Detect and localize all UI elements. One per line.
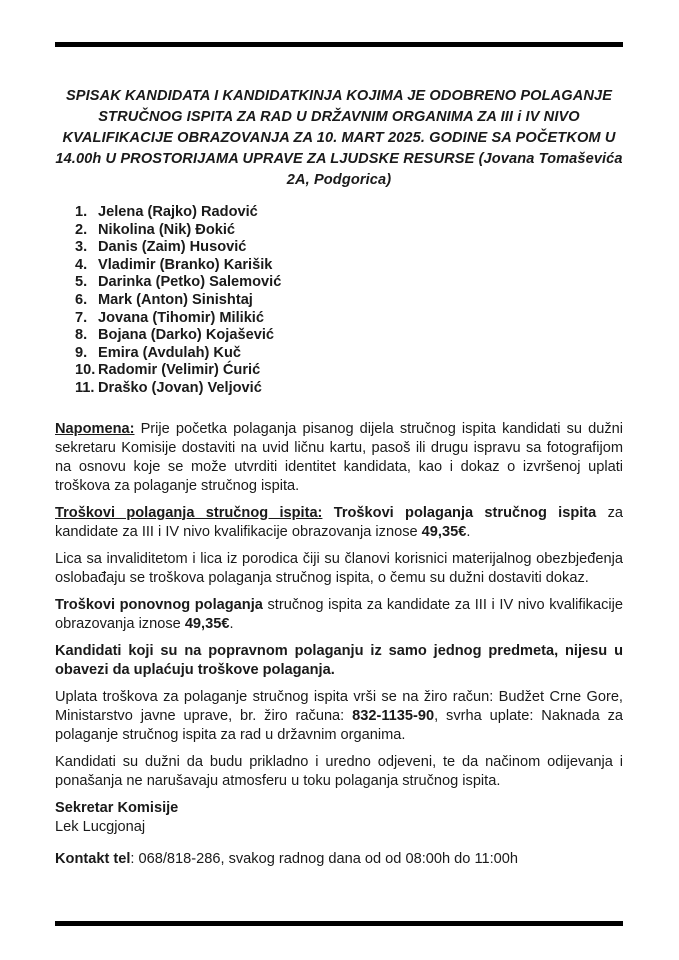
body-paragraphs <box>55 420 623 791</box>
candidate-number: 4. <box>75 256 88 273</box>
remedial-text: Kandidati koji su na popravnom polaganju iz samo jednog predmeta, nijesu u obavezi da uplaćuju troškove polaganja. <box>55 642 623 678</box>
contact-text: : 068/818-286, svakog radnog dana od od 08:00h do 11:00h <box>130 850 519 867</box>
candidate-name: Nikolina (Nik) Đokić <box>98 221 236 238</box>
paragraph-exam-fee <box>55 504 623 542</box>
retake-fee-text: stručnog ispita za kandidate za III i IV nivo kvalifikacije obrazovanja iznose <box>55 596 623 632</box>
candidate-item <box>75 292 623 310</box>
candidate-number: 3. <box>75 239 88 256</box>
retake-fee-label: Troškovi ponovnog polaganja <box>55 596 263 613</box>
exam-fee-amount: 49,35€ <box>421 523 467 540</box>
candidate-number: 10. <box>75 362 96 379</box>
candidate-name: Radomir (Velimir) Ćurić <box>98 362 261 379</box>
exam-fee-bold-text: Troškovi polaganja stručnog ispita <box>322 504 597 521</box>
bottom-border-rule <box>55 921 623 926</box>
paragraph-retake-fee <box>55 596 623 634</box>
payment-text-start: Uplata troškova za polaganje stručnog ispita vrši se na žiro račun: Budžet Crne Gore, Ministarstvo javne uprave, br. žiro računa: <box>55 688 623 724</box>
candidate-item <box>75 257 623 275</box>
exam-fee-period: . <box>466 523 471 540</box>
title-line: 14.00h U PROSTORIJAMA UPRAVE ZA LJUDSKE RESURSE (Jovana Tomaševića <box>55 151 623 167</box>
paragraph-dress-code <box>55 753 623 791</box>
candidate-number: 1. <box>75 204 88 220</box>
candidate-item <box>75 204 623 222</box>
candidate-item <box>75 345 623 363</box>
candidate-name: Jovana (Tihomir) Milikić <box>98 309 264 326</box>
document-title <box>55 86 623 191</box>
exemption-text: Lica sa invaliditetom i lica iz porodica čiji su članovi korisnici materijalnog obezbjeđenja oslobađaju se troškova polaganja stručnog ispita, o čemu su dužni dostaviti dokaz. <box>55 550 623 586</box>
candidate-number: 2. <box>75 221 88 238</box>
contact-line <box>55 850 623 869</box>
dress-code-text: Kandidati su dužni da budu prikladno i uredno odjeveni, te da načinom odijevanja i ponašanja ne narušavaju atmosferu u toku polaganja stručnog ispita. <box>55 753 623 789</box>
candidate-name: Danis (Zaim) Husović <box>98 239 247 256</box>
candidate-item <box>75 239 623 257</box>
candidate-name: Bojana (Darko) Kojašević <box>98 327 274 344</box>
candidate-item <box>75 362 623 380</box>
paragraph-exemption <box>55 550 623 588</box>
signature-name: Lek Lucgjonaj <box>55 818 146 835</box>
candidate-number: 7. <box>75 309 88 326</box>
note-label: Napomena: <box>55 420 135 437</box>
candidate-name: Darinka (Petko) Salemović <box>98 274 282 291</box>
retake-fee-period: . <box>229 615 234 632</box>
signature-role: Sekretar Komisije <box>55 799 179 816</box>
candidate-number: 8. <box>75 327 88 344</box>
contact-label: Kontakt tel <box>55 850 131 867</box>
candidate-name: Vladimir (Branko) Karišik <box>98 256 273 273</box>
candidate-name: Emira (Avdulah) Kuč <box>98 344 241 361</box>
exam-fee-text: za kandidate za III i IV nivo kvalifikacije obrazovanja iznose <box>55 504 623 540</box>
payment-text-end: , svrha uplate: Naknada za polaganje stručnog ispita za rad u državnim organima. <box>55 707 624 743</box>
paragraph-note <box>55 420 623 496</box>
candidate-item <box>75 222 623 240</box>
candidate-list <box>55 204 623 398</box>
candidate-item <box>75 274 623 292</box>
candidate-number: 5. <box>75 274 88 291</box>
candidate-item <box>75 310 623 328</box>
top-border-rule <box>55 42 623 47</box>
signature-block <box>55 799 623 837</box>
title-line: STRUČNOG ISPITA ZA RAD U DRŽAVNIM ORGANIMA ZA III i IV NIVO <box>98 109 580 125</box>
payment-account-number: 832-1135-90 <box>352 707 435 724</box>
title-line: 2A, Podgorica) <box>286 172 392 188</box>
document-content <box>55 86 623 869</box>
paragraph-payment <box>55 688 623 745</box>
candidate-name: Mark (Anton) Sinishtaj <box>98 291 253 308</box>
candidate-name: Draško (Jovan) Veljović <box>98 379 262 396</box>
title-line: SPISAK KANDIDATA I KANDIDATKINJA KOJIMA JE ODOBRENO POLAGANJE <box>65 88 613 104</box>
title-line: KVALIFIKACIJE OBRAZOVANJA ZA 10. MART 2025. GODINE SA POČETKOM U <box>62 130 616 146</box>
candidate-number: 6. <box>75 291 88 308</box>
note-text: Prije početka polaganja pisanog dijela stručnog ispita kandidati su dužni sekretaru Komisije dostaviti na uvid ličnu kartu, pasoš ili drugu ispravu sa fotografijom na osnovu koje se može utvrditi identitet kandidata, kao i dokaz o izvršenoj uplati troškova za polaganje stručnog ispita. <box>55 420 623 494</box>
candidate-item <box>75 327 623 345</box>
paragraph-remedial <box>55 642 623 680</box>
candidate-item <box>75 380 623 398</box>
retake-fee-amount: 49,35€ <box>184 615 230 632</box>
candidate-number: 9. <box>75 344 88 361</box>
candidate-name: Jelena (Rajko) Radović <box>98 204 258 220</box>
candidate-number: 11. <box>75 379 95 396</box>
exam-fee-label: Troškovi polaganja stručnog ispita: <box>55 504 323 521</box>
